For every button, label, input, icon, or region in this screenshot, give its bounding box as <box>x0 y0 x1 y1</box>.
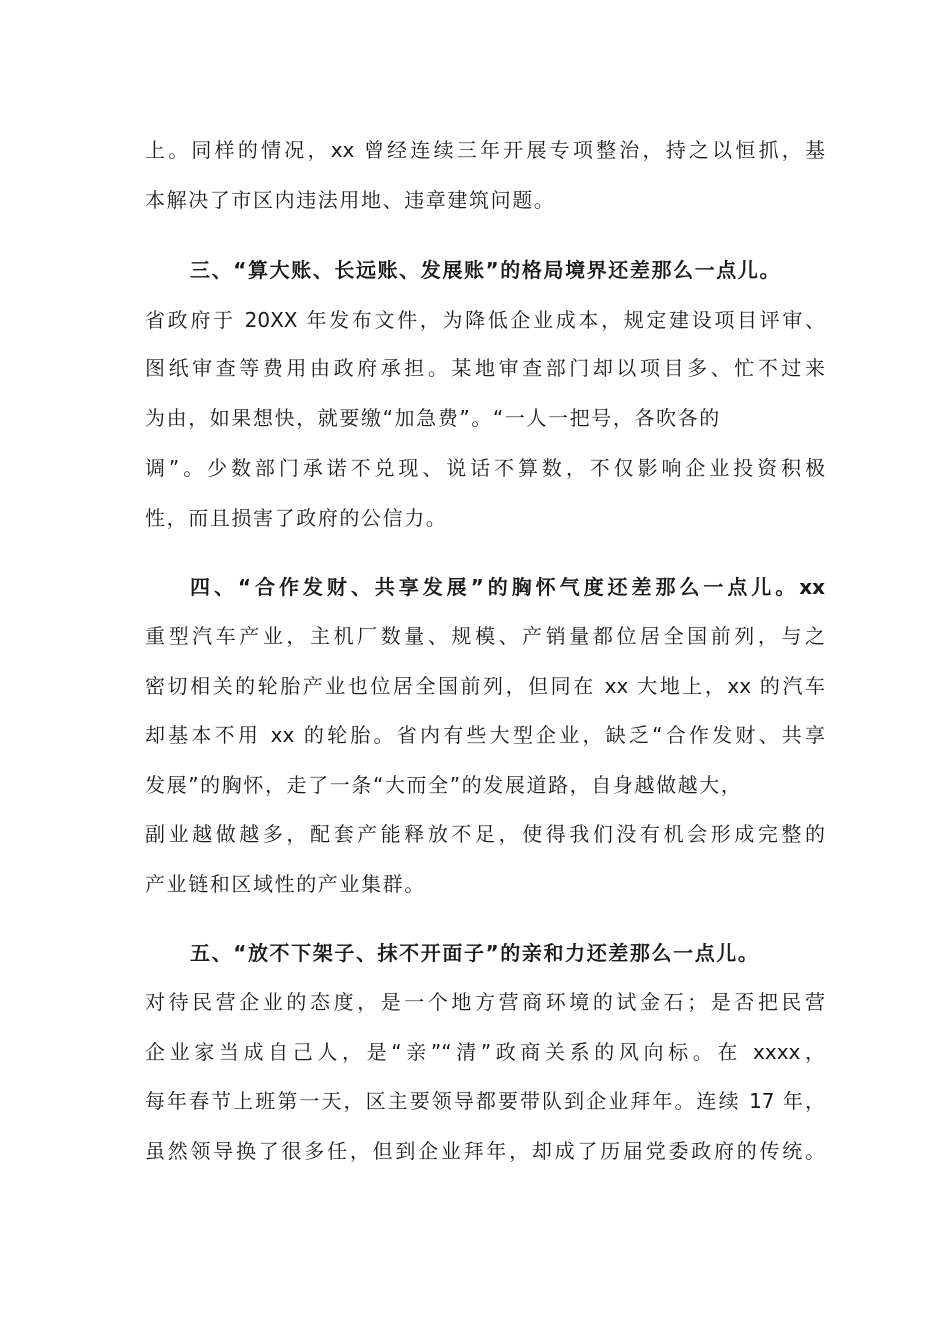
section-heading-4: 四、“合作发财、共享发展”的胸怀气度还差那么一点儿。xx <box>190 575 825 599</box>
body-line: 对待民营企业的态度，是一个地方营商环境的试金石；是否把民营 <box>145 990 825 1014</box>
body-line: 性，而且损害了政府的公信力。 <box>145 506 448 530</box>
body-line: 每年春节上班第一天，区主要领导都要带队到企业拜年。连续 17 年， <box>145 1089 825 1113</box>
body-line: 企业家当成自己人，是“亲”“清”政商关系的风向标。在 xxxx， <box>145 1040 825 1064</box>
body-line: 虽然领导换了很多任，但到企业拜年，却成了历届党委政府的传统。 <box>145 1139 825 1163</box>
body-line: 上。同样的情况，xx 曾经连续三年开展专项整治，持之以恒抓，基 <box>145 138 825 162</box>
body-line: 省政府于 20XX 年发布文件，为降低企业成本，规定建设项目评审、 <box>145 308 825 332</box>
body-line: 本解决了市区内违法用地、违章建筑问题。 <box>145 188 556 212</box>
body-line: 调”。少数部门承诺不兑现、说话不算数，不仅影响企业投资积极 <box>145 456 825 480</box>
body-line: 密切相关的轮胎产业也位居全国前列，但同在 xx 大地上，xx 的汽车 <box>145 674 825 698</box>
body-line: 重型汽车产业，主机厂数量、规模、产销量都位居全国前列，与之 <box>145 624 825 648</box>
body-line: 副业越做越多，配套产能释放不足，使得我们没有机会形成完整的 <box>145 822 825 846</box>
body-line: 为由，如果想快，就要缴“加急费”。“一人一把号，各吹各的 <box>145 406 721 430</box>
section-heading-5: 五、“放不下架子、抹不开面子”的亲和力还差那么一点儿。 <box>190 941 760 965</box>
body-line: 却基本不用 xx 的轮胎。省内有些大型企业，缺乏“合作发财、共享 <box>145 723 825 747</box>
section-heading-3: 三、“算大账、长远账、发展账”的格局境界还差那么一点儿。 <box>190 258 782 282</box>
body-line: 图纸审查等费用由政府承担。某地审查部门却以项目多、忙不过来 <box>145 356 825 380</box>
body-line: 发展”的胸怀，走了一条“大而全”的发展道路，自身越做越大， <box>145 773 743 797</box>
body-line: 产业链和区域性的产业集群。 <box>145 872 426 896</box>
